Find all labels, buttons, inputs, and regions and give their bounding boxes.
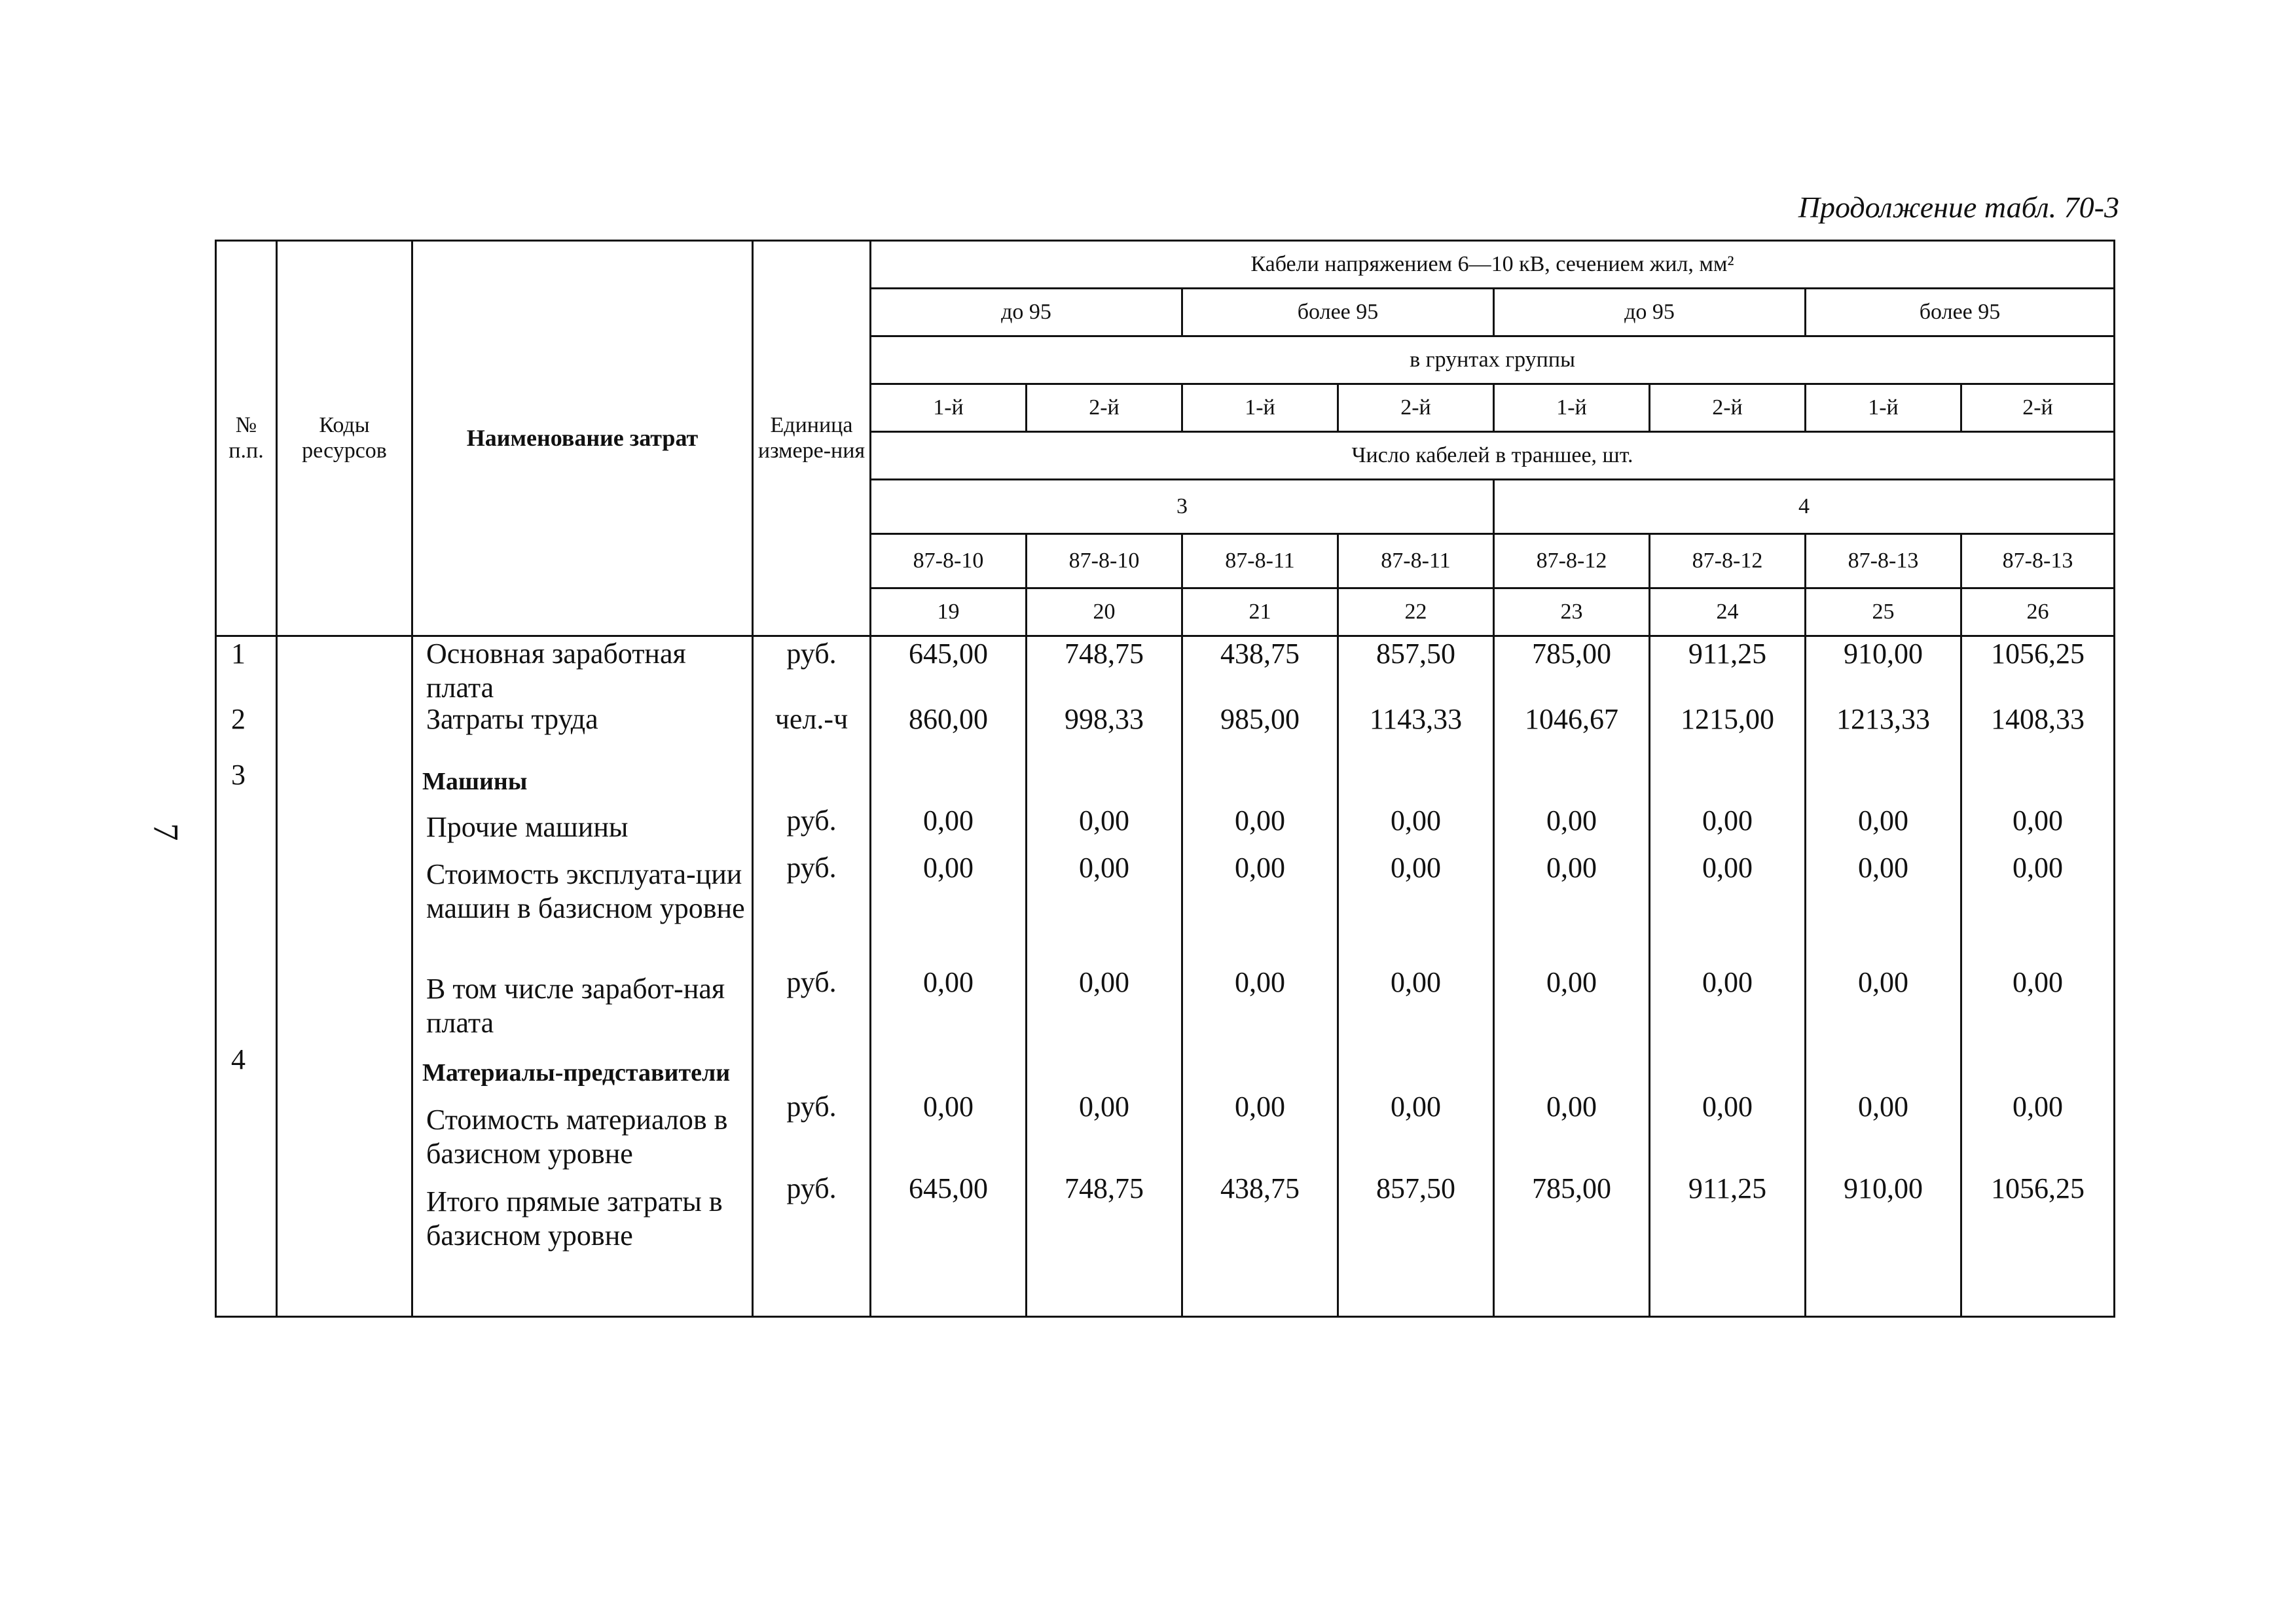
header-num: № п.п. — [216, 241, 277, 636]
value-cell — [1183, 1043, 1337, 1090]
body-value-col — [1027, 636, 1182, 1317]
unit-cell: чел.-ч — [774, 703, 848, 735]
value-cell: 0,00 — [1858, 804, 1908, 837]
row-index — [217, 1172, 276, 1303]
value-cell: 0,00 — [2013, 1091, 2063, 1123]
header-col-number: 21 — [1182, 588, 1338, 636]
row-index: 1 — [231, 638, 246, 670]
value-cell: 0,00 — [923, 804, 974, 837]
header-group: 2-й — [1027, 384, 1182, 432]
header-count: 4 — [1494, 480, 2115, 534]
value-cell: 911,25 — [1688, 1172, 1767, 1204]
value-cell: 0,00 — [2013, 804, 2063, 837]
header-section: до 95 — [1494, 289, 1806, 336]
value-cell — [1183, 758, 1337, 804]
header-count-title: Число кабелей в траншее, шт. — [871, 432, 2115, 480]
header-col-number: 24 — [1650, 588, 1806, 636]
body-idx-col — [216, 636, 277, 1317]
value-cell: 1056,25 — [1991, 638, 2085, 670]
value-cell: 645,00 — [909, 638, 988, 670]
value-cell: 785,00 — [1532, 638, 1611, 670]
cost-name: Итого прямые затраты в базисном уровне — [426, 1185, 723, 1252]
value-cell: 0,00 — [1391, 1091, 1441, 1123]
unit-cell: руб. — [786, 852, 837, 884]
value-cell: 0,00 — [1702, 966, 1753, 998]
header-code: 87-8-10 — [1027, 534, 1182, 588]
value-cell: 1213,33 — [1836, 703, 1930, 735]
value-cell: 0,00 — [1391, 804, 1441, 837]
value-cell: 985,00 — [1220, 703, 1300, 735]
row-index: 2 — [231, 703, 246, 735]
value-cell: 0,00 — [1079, 852, 1129, 884]
value-cell: 0,00 — [1235, 804, 1285, 837]
body-value-col — [1806, 636, 1961, 1317]
row-index — [217, 804, 276, 851]
value-cell — [1806, 1043, 1960, 1090]
value-cell: 911,25 — [1688, 638, 1767, 670]
body-name-col — [412, 636, 753, 1317]
unit-cell: руб. — [786, 804, 837, 837]
row-index — [217, 965, 276, 1043]
header-group: 2-й — [1338, 384, 1494, 432]
value-cell — [1650, 758, 1804, 804]
row-index: 4 — [231, 1043, 246, 1075]
value-cell: 998,33 — [1065, 703, 1144, 735]
header-col-number: 26 — [1961, 588, 2115, 636]
value-cell: 0,00 — [1235, 852, 1285, 884]
header-group: 2-й — [1961, 384, 2115, 432]
cost-table — [215, 240, 2115, 1318]
header-code: 87-8-13 — [1961, 534, 2115, 588]
value-cell — [1495, 1043, 1649, 1090]
unit-cell — [754, 758, 869, 804]
value-cell: 860,00 — [909, 703, 988, 735]
header-soil-title: в грунтах группы — [871, 336, 2115, 384]
unit-cell: руб. — [786, 1172, 837, 1204]
value-cell: 0,00 — [1235, 1091, 1285, 1123]
header-group: 1-й — [871, 384, 1027, 432]
header-code: 87-8-11 — [1182, 534, 1338, 588]
header-col-number: 23 — [1494, 588, 1650, 636]
value-cell — [1027, 758, 1181, 804]
row-index — [217, 1090, 276, 1172]
value-cell: 0,00 — [923, 1091, 974, 1123]
body-codes-col — [277, 636, 412, 1317]
value-cell: 0,00 — [1079, 804, 1129, 837]
value-cell — [1339, 1043, 1493, 1090]
value-cell: 0,00 — [1858, 966, 1908, 998]
value-cell: 0,00 — [1702, 804, 1753, 837]
header-group: 1-й — [1182, 384, 1338, 432]
value-cell: 748,75 — [1065, 638, 1144, 670]
value-cell: 910,00 — [1844, 1172, 1923, 1204]
value-cell: 1056,25 — [1991, 1172, 2085, 1204]
cost-name: Стоимость материалов в базисном уровне — [426, 1104, 728, 1170]
value-cell: 857,50 — [1376, 1172, 1455, 1204]
body-value-col — [1494, 636, 1650, 1317]
body-value-col — [1338, 636, 1494, 1317]
value-cell: 0,00 — [1546, 804, 1597, 837]
row-index: 3 — [231, 759, 246, 791]
header-unit: Единица измере-ния — [753, 241, 871, 636]
cost-name: Прочие машины — [426, 811, 629, 843]
value-cell: 0,00 — [1702, 852, 1753, 884]
cost-name: В том числе заработ-ная плата — [426, 973, 725, 1039]
value-cell — [1027, 1043, 1181, 1090]
body-value-col — [1961, 636, 2115, 1317]
value-cell — [871, 1043, 1025, 1090]
header-cables-title: Кабели напряжением 6—10 кВ, сечением жил, мм² — [871, 241, 2115, 289]
value-cell: 748,75 — [1065, 1172, 1144, 1204]
unit-cell — [754, 1043, 869, 1090]
value-cell: 1046,67 — [1525, 703, 1618, 735]
header-code: 87-8-13 — [1806, 534, 1961, 588]
body-value-col — [1650, 636, 1806, 1317]
row-index — [217, 851, 276, 965]
value-cell — [871, 758, 1025, 804]
header-codes: Коды ресурсов — [277, 241, 412, 636]
value-cell: 0,00 — [1858, 852, 1908, 884]
value-cell: 438,75 — [1220, 1172, 1300, 1204]
value-cell — [1495, 758, 1649, 804]
header-code: 87-8-12 — [1650, 534, 1806, 588]
header-code: 87-8-10 — [871, 534, 1027, 588]
value-cell: 1215,00 — [1681, 703, 1774, 735]
value-cell: 0,00 — [1702, 1091, 1753, 1123]
value-cell — [1962, 1043, 2113, 1090]
value-cell: 0,00 — [1858, 1091, 1908, 1123]
value-cell — [1339, 758, 1493, 804]
body-unit-col — [753, 636, 871, 1317]
header-count: 3 — [871, 480, 1494, 534]
header-section: более 95 — [1182, 289, 1494, 336]
value-cell: 0,00 — [2013, 966, 2063, 998]
header-col-number: 25 — [1806, 588, 1961, 636]
value-cell: 1143,33 — [1369, 703, 1463, 735]
value-cell: 0,00 — [923, 966, 974, 998]
header-section: более 95 — [1806, 289, 2115, 336]
value-cell: 0,00 — [1079, 1091, 1129, 1123]
value-cell: 0,00 — [1391, 852, 1441, 884]
unit-cell: руб. — [786, 966, 837, 998]
value-cell: 0,00 — [1546, 852, 1597, 884]
header-name: Наименование затрат — [412, 241, 753, 636]
page-number: 7 — [146, 823, 186, 841]
section-heading: Материалы-представители — [422, 1059, 731, 1087]
cost-name: Основная заработная плата — [426, 638, 686, 704]
value-cell: 438,75 — [1220, 638, 1300, 670]
header-col-number: 22 — [1338, 588, 1494, 636]
table-body-row — [216, 636, 2115, 1317]
value-cell — [1962, 758, 2113, 804]
body-value-col — [1182, 636, 1338, 1317]
value-cell: 910,00 — [1844, 638, 1923, 670]
value-cell: 0,00 — [1546, 1091, 1597, 1123]
section-heading: Машины — [422, 768, 528, 795]
value-cell: 645,00 — [909, 1172, 988, 1204]
cost-name: Стоимость эксплуата-ции машин в базисном уровне — [426, 858, 745, 924]
header-code: 87-8-11 — [1338, 534, 1494, 588]
value-cell — [1806, 758, 1960, 804]
value-cell: 857,50 — [1376, 638, 1455, 670]
value-cell: 0,00 — [1546, 966, 1597, 998]
value-cell: 785,00 — [1532, 1172, 1611, 1204]
header-code: 87-8-12 — [1494, 534, 1650, 588]
value-cell: 0,00 — [1079, 966, 1129, 998]
unit-cell: руб. — [786, 638, 837, 670]
unit-cell: руб. — [786, 1091, 837, 1123]
value-cell: 1408,33 — [1991, 703, 2085, 735]
value-cell: 0,00 — [1235, 966, 1285, 998]
table-caption: Продолжение табл. 70-3 — [1798, 190, 2119, 224]
header-group: 1-й — [1494, 384, 1650, 432]
value-cell: 0,00 — [1391, 966, 1441, 998]
body-value-col — [871, 636, 1027, 1317]
header-col-number: 19 — [871, 588, 1027, 636]
value-cell — [1650, 1043, 1804, 1090]
header-section: до 95 — [871, 289, 1182, 336]
header-col-number: 20 — [1027, 588, 1182, 636]
header-group: 2-й — [1650, 384, 1806, 432]
value-cell: 0,00 — [2013, 852, 2063, 884]
header-group: 1-й — [1806, 384, 1961, 432]
cost-name: Затраты труда — [426, 703, 598, 735]
value-cell: 0,00 — [923, 852, 974, 884]
